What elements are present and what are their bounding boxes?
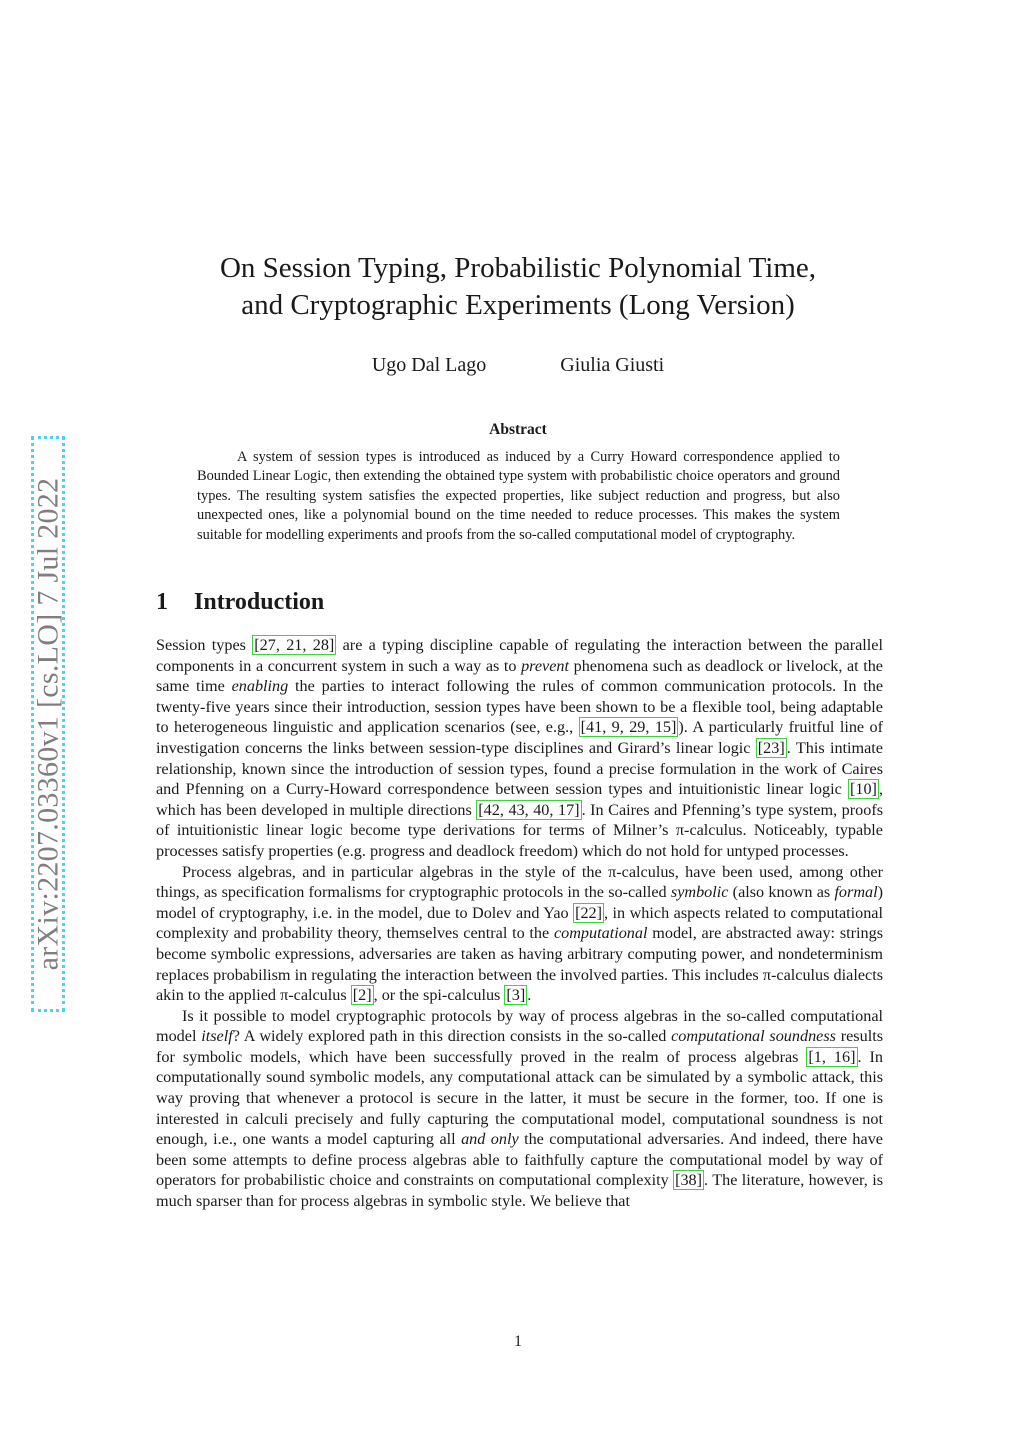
emphasis: and only	[461, 1130, 519, 1149]
section-number: 1	[156, 589, 168, 615]
emphasis: enabling	[231, 677, 289, 696]
text-run: the computational adversaries. And indeed, there have been some attempts to define process algebras able to faithfully capture the computational model by way of operators for probabilistic choice and constraints on computational complexity	[156, 1130, 883, 1190]
citation-link[interactable]: [2]	[352, 986, 372, 1005]
title-line-2: and Cryptographic Experiments (Long Version)	[241, 289, 795, 321]
text-run: ). A particularly fruitful line of investigation concerns the links between session-type disciplines and Girard’s linear logic	[156, 718, 883, 757]
section-title: Introduction	[194, 589, 325, 615]
text-run: Session types	[156, 636, 253, 654]
body-text	[156, 635, 883, 1212]
citation-link[interactable]: [10]	[849, 780, 877, 799]
citation-link[interactable]: [23]	[757, 738, 785, 757]
text-run: . This intimate relationship, known since the introduction of session types, found a precise formulation in the work of Caires and Pfenning on a Curry-Howard correspondence between session types and intuitionistic linear logic	[156, 738, 883, 799]
text-run: results for symbolic models, which have been successfully proved in the realm of process algebras	[156, 1027, 883, 1066]
arxiv-identifier: arXiv:2207.03360v1 [cs.LO] 7 Jul 2022	[31, 477, 64, 971]
citation-link[interactable]: [27, 21, 28]	[254, 636, 335, 654]
text-run: . In computationally sound symbolic models, any computational attack can be simulated by a symbolic attack, this way proving that whenever a protocol is secure in the latter, it must be secure in the former, too. If one is interested in calculi precisely and fully capturing the computational model, computational soundness is not enough, i.e., one wants a model capturing all	[156, 1047, 883, 1149]
text-run: . The literature, however, is much sparser than for process algebras in symbolic style. We believe that	[156, 1171, 883, 1211]
arxiv-identifier-stamp[interactable]	[31, 436, 65, 1012]
emphasis: formal	[834, 883, 878, 902]
citation-link[interactable]: [38]	[675, 1171, 703, 1190]
text-run: Is it possible to model cryptographic protocols by way of process algebras in the so-called computational model	[156, 1006, 883, 1046]
section-heading	[156, 589, 324, 616]
paragraph-2	[156, 862, 883, 1006]
text-run: the parties to interact following the rules of common communication protocols. In the twenty-five years since their introduction, session types have been shown to be a flexible tool, being adaptable to heterogeneous linguistic and application scenarios (see, e.g.,	[156, 677, 883, 737]
text-run: Process algebras, and in particular algebras in the style of the π-calculus, have been used, among other things, as specification formalisms for cryptographic protocols in the so-called	[156, 862, 883, 902]
emphasis: prevent	[521, 656, 570, 675]
text-run: . In Caires and Pfenning’s type system, proofs of intuitionistic linear logic become type derivations for terms of Milner’s π-calculus. Noticeably, typable processes satisfy properties (e.g. progress and deadlock freedom) which do not hold for untyped processes.	[156, 800, 884, 860]
emphasis: computational	[553, 924, 648, 943]
text-run: .	[527, 986, 532, 1005]
text-run: phenomena such as deadlock or livelock, at the same time	[156, 656, 883, 696]
paragraph-3	[156, 1006, 883, 1212]
citation-link[interactable]: [1, 16]	[808, 1047, 856, 1066]
page-number: 1	[514, 1333, 522, 1350]
emphasis: computational soundness	[671, 1027, 836, 1046]
text-run: , which has been developed in multiple directions	[156, 780, 883, 819]
text-run: are a typing discipline capable of regulating the interaction between the parallel components in a concurrent system in such a way as to	[156, 636, 883, 675]
text-run: ? A widely explored path in this direction consists in the so-called	[232, 1027, 672, 1046]
abstract-heading: Abstract	[489, 421, 547, 438]
emphasis: itself	[201, 1027, 233, 1046]
citation-link[interactable]: [41, 9, 29, 15]	[580, 718, 677, 737]
author-name: Ugo Dal Lago	[371, 354, 487, 376]
emphasis: symbolic	[670, 883, 729, 902]
text-run: (also known as	[728, 883, 835, 902]
text-run: , in which aspects related to computational complexity and probability theory, themselves central to the	[156, 903, 883, 943]
title-line-1: On Session Typing, Probabilistic Polynomial Time,	[219, 252, 817, 284]
paragraph-1	[156, 635, 883, 862]
text-run: ) model of cryptography, i.e. in the model, due to Dolev and Yao	[156, 883, 884, 922]
abstract-text: A system of session types is introduced as induced by a Curry Howard correspondence applied to Bounded Linear Logic, then extending the obtained type system with probabilistic choice operators and ground types. The resulting system satisfies the expected properties, like subject reduction and progress, but also unexpected ones, like a polynomial bound on the time needed to reduce processes. This makes the system suitable for modelling experiments and proofs from the so-called computational model of cryptography.	[197, 449, 840, 543]
author-list	[150, 354, 886, 377]
text-run: , or the spi-calculus	[373, 986, 505, 1005]
citation-link[interactable]: [42, 43, 40, 17]	[478, 800, 580, 819]
paper-title	[150, 250, 886, 324]
text-run: model, are abstracted away: strings become symbolic expressions, adversaries are taken as having arbitrary computing power, and nondeterminism replaces probabilism in regulating the interaction between the involved parties. This includes π-calculus dialects akin to the applied π-calculus	[156, 924, 883, 1005]
author-name: Giulia Giusti	[560, 354, 665, 376]
citation-link[interactable]: [22]	[575, 903, 603, 922]
citation-link[interactable]: [3]	[506, 986, 526, 1005]
